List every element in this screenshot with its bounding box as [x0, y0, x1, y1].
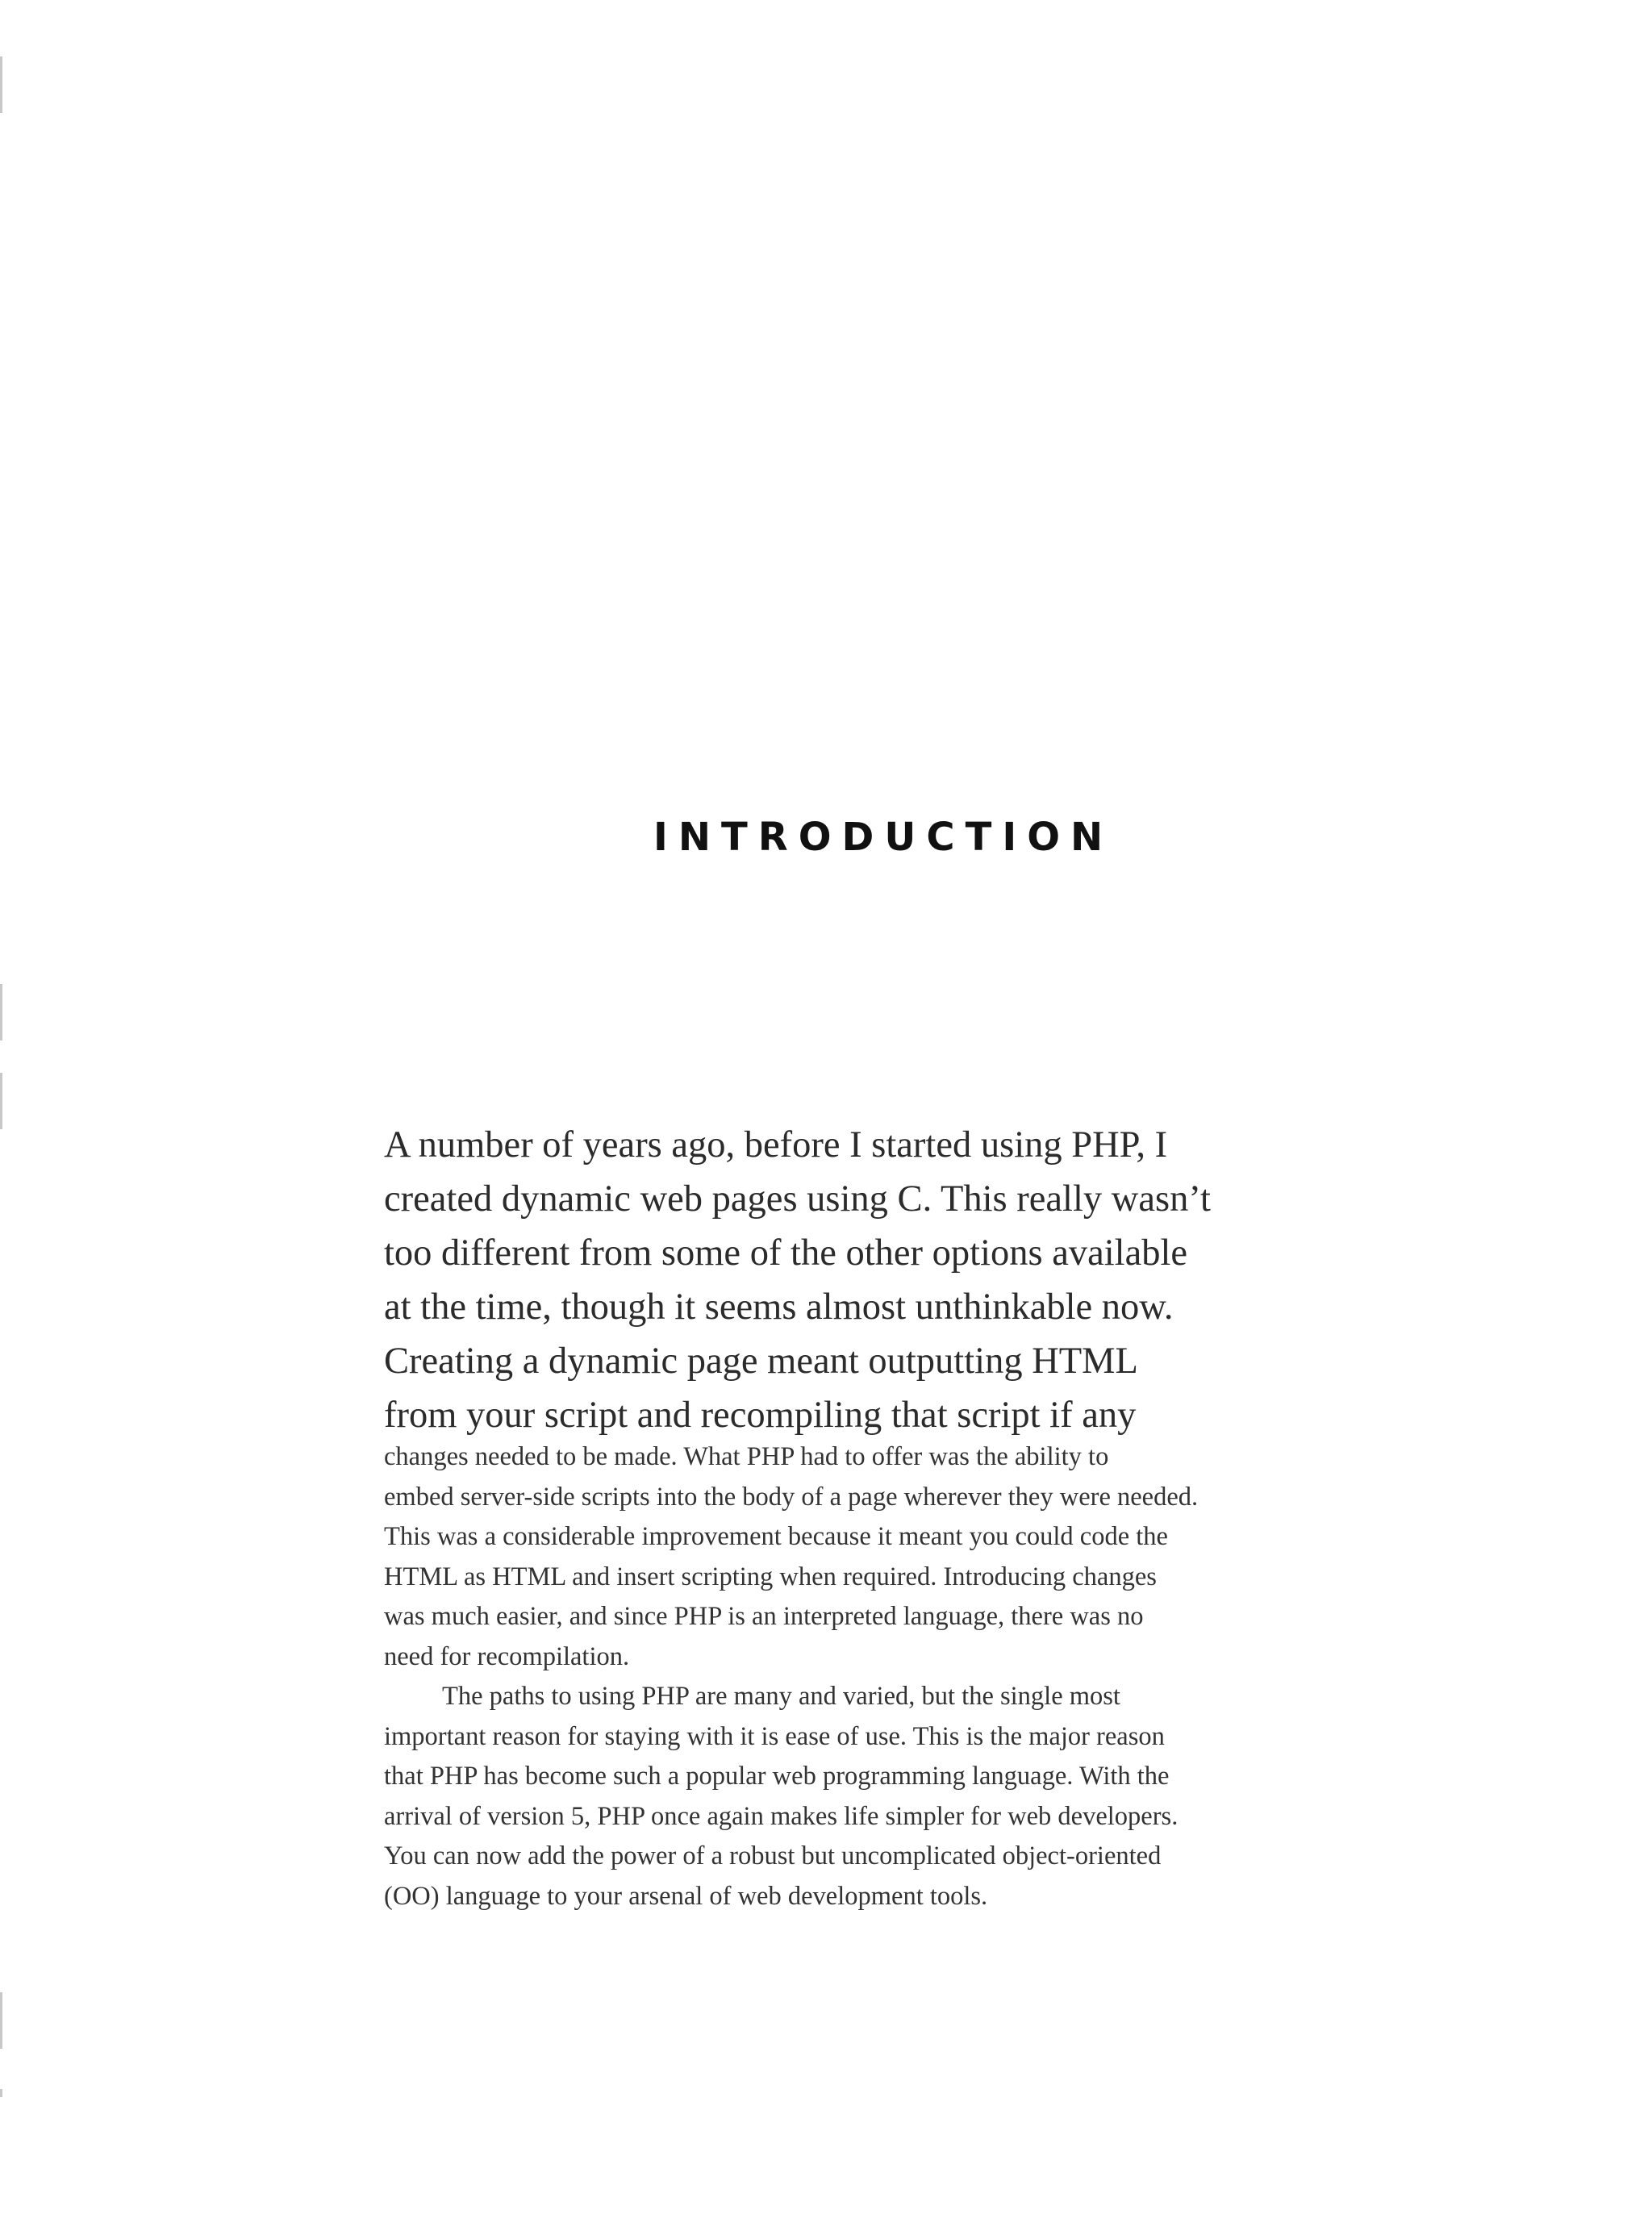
paragraph-line: You can now add the power of a robust but uncomplicated object-oriented: [384, 1841, 1162, 1870]
lead-line: at the time, though it seems almost unthinkable now.: [384, 1287, 1174, 1328]
lead-paragraph: [384, 1118, 1433, 1442]
chapter-title: INTRODUCTION: [653, 815, 1114, 860]
paragraph-line: The paths to using PHP are many and varied, but the single most: [442, 1682, 1120, 1711]
lead-line: Creating a dynamic page meant outputting HTML: [384, 1341, 1138, 1382]
paragraph-continuation: [384, 1437, 1433, 1677]
lead-line: created dynamic web pages using C. This really wasn’t: [384, 1178, 1211, 1220]
paragraph-line: need for recompilation.: [384, 1641, 630, 1671]
paragraph-line: embed server-side scripts into the body of a page wherever they were needed.: [384, 1482, 1199, 1512]
lead-line: too different from some of the other options available: [384, 1232, 1188, 1274]
paragraph-line: arrival of version 5, PHP once again makes life simpler for web developers.: [384, 1801, 1179, 1831]
paragraph-line: This was a considerable improvement because it meant you could code the: [384, 1522, 1168, 1551]
lead-line: A number of years ago, before I started using PHP, I: [384, 1124, 1168, 1166]
scan-edge-mark: [0, 984, 2, 1041]
paragraph-line: was much easier, and since PHP is an interpreted language, there was no: [384, 1602, 1144, 1631]
scan-edge-mark: [0, 1073, 2, 1129]
paragraph-line: that PHP has become such a popular web programming language. With the: [384, 1762, 1170, 1791]
scan-edge-mark: [0, 56, 2, 113]
paragraph-line: (OO) language to your arsenal of web development tools.: [384, 1881, 988, 1911]
scan-edge-mark: [0, 1992, 2, 2049]
paragraph-line: important reason for staying with it is ease of use. This is the major reason: [384, 1721, 1165, 1751]
paragraph-line: HTML as HTML and insert scripting when required. Introducing changes: [384, 1562, 1157, 1591]
lead-line: from your script and recompiling that script if any: [384, 1395, 1137, 1436]
paragraph-line: changes needed to be made. What PHP had to offer was the ability to: [384, 1442, 1109, 1471]
scan-edge-mark: [0, 2089, 2, 2097]
second-paragraph: [384, 1677, 1433, 1916]
